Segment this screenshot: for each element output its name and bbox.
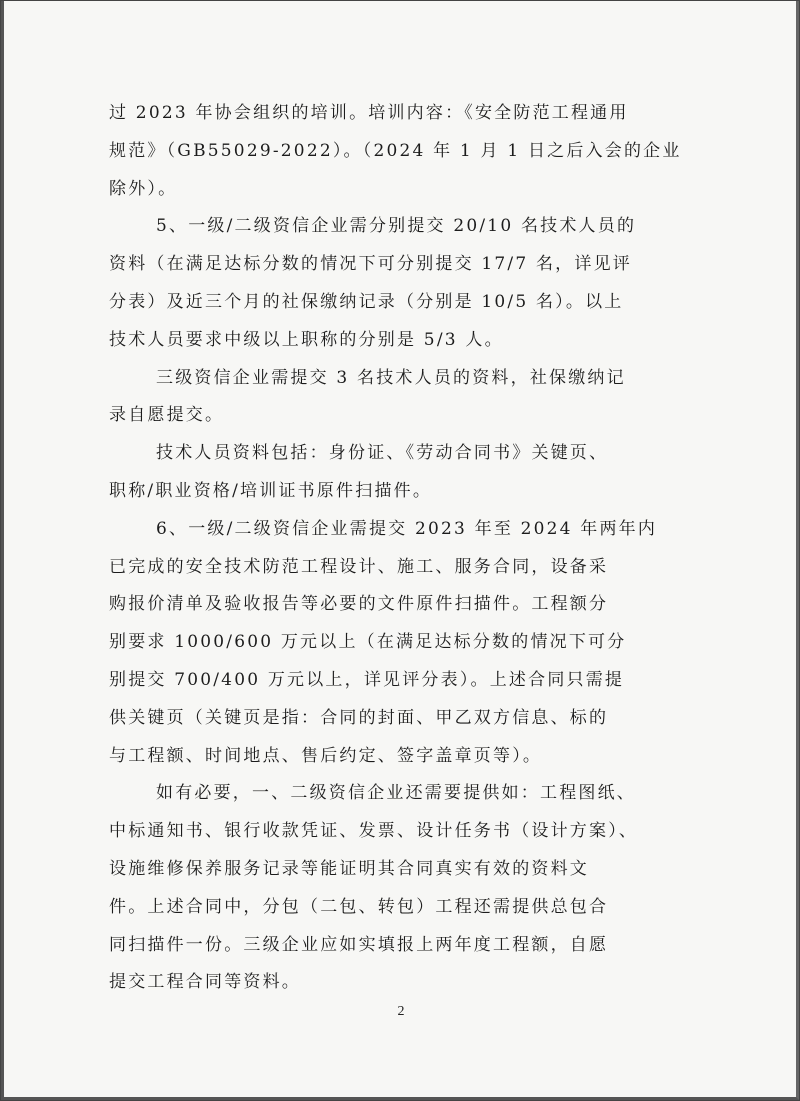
text-line: 6、一级/二级资信企业需提交 2023 年至 2024 年两年内 [156, 518, 658, 539]
text-line: 已完成的安全技术防范工程设计、施工、服务合同，设备采 [109, 556, 609, 577]
text-line: 购报价清单及验收报告等必要的文件原件扫描件。工程额分 [109, 594, 609, 615]
text-line: 别要求 1000/600 万元以上（在满足达标分数的情况下可分 [109, 632, 627, 653]
text-line: 同扫描件一份。三级企业应如实填报上两年度工程额，自愿 [109, 934, 609, 955]
text-line: 5、一级/二级资信企业需分别提交 20/10 名技术人员的 [156, 216, 637, 237]
text-line: 技术人员要求中级以上职称的分别是 5/3 人。 [109, 329, 504, 350]
text-line: 与工程额、时间地点、售后约定、签字盖章页等）。 [109, 745, 543, 766]
text-line: 技术人员资料包括：身份证、《劳动合同书》关键页、 [156, 443, 609, 464]
text-line: 分表）及近三个月的社保缴纳记录（分别是 10/5 名）。以上 [109, 292, 624, 312]
text-line: 除外）。 [109, 178, 178, 199]
text-line: 规范》（GB55029-2022）。（2024 年 1 月 1 日之后入会的企业 [109, 140, 682, 161]
text-line: 件。上述合同中，分包（二包、转包）工程还需提供总包合 [109, 896, 609, 917]
text-line: 资料（在满足达标分数的情况下可分别提交 17/7 名，详见评 [109, 254, 632, 275]
text-line: 如有必要，一、二级资信企业还需要提供如：工程图纸、 [156, 783, 636, 804]
text-line: 提交工程合同等资料。 [109, 972, 301, 993]
page-number: 2 [397, 1004, 405, 1019]
text-line: 过 2023 年协会组织的培训。培训内容：《安全防范工程通用 [109, 103, 629, 123]
text-line: 中标通知书、银行收款凭证、发票、设计任务书（设计方案）、 [109, 821, 639, 842]
text-line: 设施维修保养服务记录等能证明其合同真实有效的资料文 [109, 859, 589, 879]
text-line: 职称/职业资格/培训证书原件扫描件。 [109, 481, 433, 501]
text-line: 录自愿提交。 [109, 405, 225, 426]
text-line: 三级资信企业需提交 3 名技术人员的资料，社保缴纳记 [156, 367, 626, 388]
text-line: 供关键页（关键页是指：合同的封面、甲乙双方信息、标的 [109, 707, 609, 728]
text-line: 别提交 700/400 万元以上，详见评分表）。上述合同只需提 [109, 670, 625, 690]
